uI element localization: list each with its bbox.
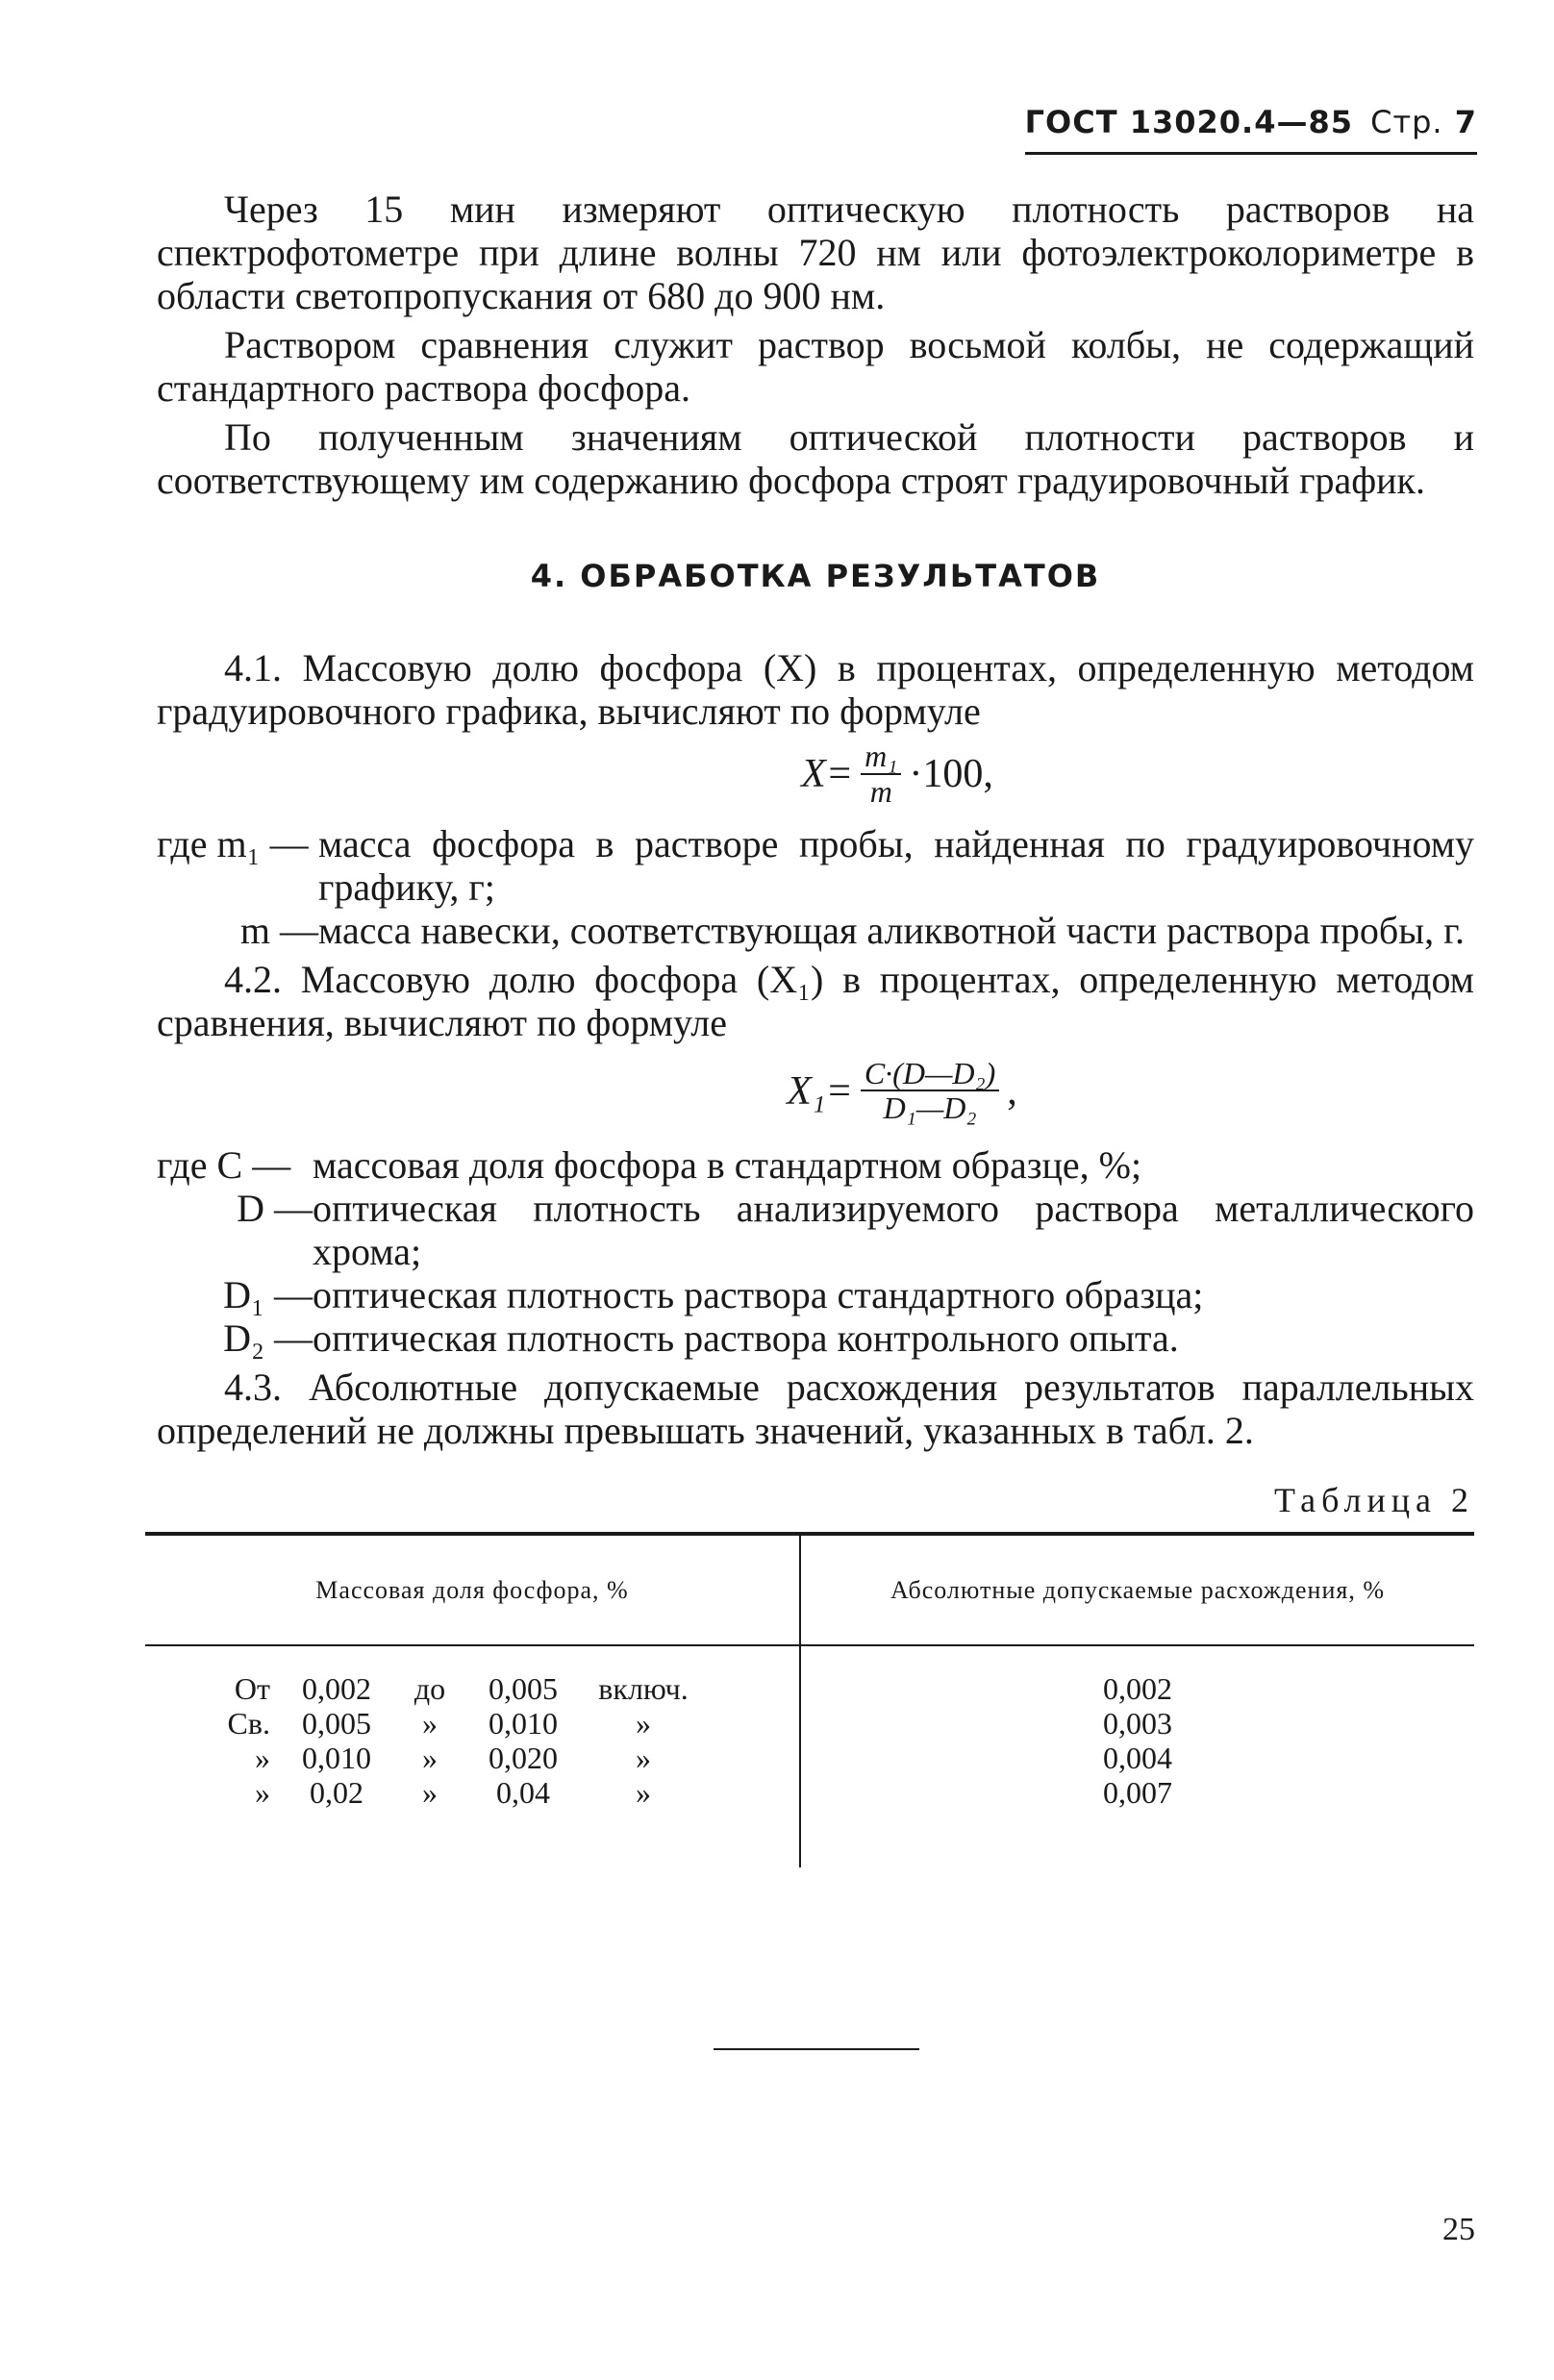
paragraph-measurement: Через 15 мин измеряют оптическую плотность растворов на спектрофотометре при длине волны 720 нм или фотоэлектроколориметре в области светопропускания от 680 до 900 нм. [157, 188, 1474, 317]
formula-x1-numerator: C·(D—D₂) [861, 1058, 999, 1092]
legend-text: оптическая плотность раствора контрольного опыта. [313, 1315, 1179, 1360]
legend-item [157, 1187, 1474, 1273]
legend-text: масса навески, соответствующая аликвотной части раствора пробы, г. [318, 908, 1466, 952]
table-header-phosphorus: Массовая доля фосфора, % [145, 1534, 800, 1645]
legend-symbol: где C — [157, 1142, 291, 1187]
page-number: 25 [1442, 2212, 1475, 2247]
formula-x1-lhs: X₁= [787, 1068, 853, 1114]
range-prefix: От [234, 1670, 270, 1706]
range-to-word: до [414, 1670, 446, 1706]
end-divider [714, 2048, 919, 2050]
table-row [184, 1741, 799, 1775]
formula-x-lhs: X= [801, 751, 854, 796]
running-header [1025, 104, 1477, 155]
legend-text: массовая доля фосфора в стандартном образце, %; [313, 1142, 1142, 1187]
range-from: 0,02 [310, 1774, 363, 1810]
range-prefix: » [255, 1740, 270, 1775]
legend-item [157, 909, 1474, 952]
formula-x1-rhs: , [1007, 1068, 1017, 1114]
range-suffix: » [636, 1774, 651, 1810]
formula-x-fraction [861, 740, 901, 809]
legend-symbol: m — [239, 908, 318, 952]
formula-x1-fraction [861, 1055, 999, 1126]
page-number-top: 7 [1454, 104, 1477, 140]
legend-text: оптическая плотность анализируемого раствора металлического хрома; [313, 1186, 1474, 1273]
formula-x [320, 740, 1474, 809]
tolerance-column [800, 1645, 1474, 1867]
range-suffix: включ. [598, 1670, 689, 1706]
tolerance-value: 0,007 [1103, 1774, 1172, 1810]
range-prefix: » [255, 1774, 270, 1810]
section-title: 4. ОБРАБОТКА РЕЗУЛЬТАТОВ [530, 558, 1101, 594]
paragraph-calibration-graph: По полученным значениям оптической плотности растворов и соответствующему им содержанию фосфора строят градуировочный график. [157, 415, 1474, 502]
standard-number: ГОСТ 13020.4—85 [1024, 104, 1353, 140]
range-from: 0,010 [302, 1740, 371, 1775]
page-body [157, 188, 1474, 1867]
formula-x1-denominator: D₁—D₂ [883, 1090, 977, 1126]
table-row [184, 1706, 799, 1741]
range-to: 0,005 [489, 1670, 558, 1706]
range-to-word: » [422, 1705, 438, 1741]
formula-x-denominator: m [869, 773, 892, 809]
range-from: 0,005 [302, 1705, 371, 1741]
range-to-word: » [422, 1740, 438, 1775]
legend-text: масса фосфора в растворе пробы, найденная по градуировочному графику, г; [318, 821, 1474, 909]
range-suffix: » [636, 1740, 651, 1775]
paragraph-reference-solution: Раствором сравнения служит раствор восьмой колбы, не содержащий стандартного раствора фосфора. [157, 323, 1474, 410]
table-caption: Таблица 2 [1274, 1480, 1474, 1519]
legend-formula-x [157, 822, 1474, 952]
range-prefix: Св. [227, 1705, 270, 1741]
table-header-row [145, 1534, 1474, 1645]
tolerance-table [145, 1532, 1474, 1867]
tolerance-value: 0,004 [1103, 1740, 1172, 1775]
legend-symbol: D — [237, 1186, 313, 1230]
table-row [184, 1671, 799, 1706]
legend-symbol: D₁ — [223, 1272, 313, 1316]
tolerance-value: 0,002 [1103, 1670, 1172, 1706]
range-suffix: » [636, 1705, 651, 1741]
paragraph-4-2: 4.2. Массовую долю фосфора (X₁) в процентах, определенную методом сравнения, вычисляют по формуле [157, 957, 1474, 1044]
paragraph-4-3: 4.3. Абсолютные допускаемые расхождения результатов параллельных определений не должны превышать значений, указанных в табл. 2. [157, 1365, 1474, 1452]
paragraph-4-1: 4.1. Массовую долю фосфора (X) в процентах, определенную методом градуировочного графика, вычисляют по формуле [157, 646, 1474, 733]
legend-item [157, 822, 1474, 909]
legend-item [157, 1316, 1474, 1360]
formula-x-rhs: ·100, [909, 751, 993, 796]
formula-x1 [330, 1055, 1474, 1126]
range-from: 0,002 [302, 1670, 371, 1706]
table-header-tolerance: Абсолютные допускаемые расхождения, % [800, 1534, 1474, 1645]
formula-x-numerator: m₁ [861, 740, 901, 775]
range-to: 0,010 [489, 1705, 558, 1741]
legend-text: оптическая плотность раствора стандартного образца; [313, 1272, 1204, 1316]
range-to-word: » [422, 1774, 438, 1810]
legend-formula-x1 [157, 1143, 1474, 1360]
page-label: Стр. [1370, 104, 1443, 140]
tolerance-value: 0,003 [1103, 1705, 1172, 1741]
range-to: 0,020 [489, 1740, 558, 1775]
ranges-column [145, 1645, 800, 1867]
range-to: 0,04 [496, 1774, 550, 1810]
table-body [145, 1645, 1474, 1867]
legend-item [157, 1143, 1474, 1187]
legend-item [157, 1273, 1474, 1316]
legend-symbol: где m₁ — [157, 821, 309, 865]
legend-symbol: D₂ — [223, 1315, 313, 1360]
table-row [184, 1775, 799, 1810]
